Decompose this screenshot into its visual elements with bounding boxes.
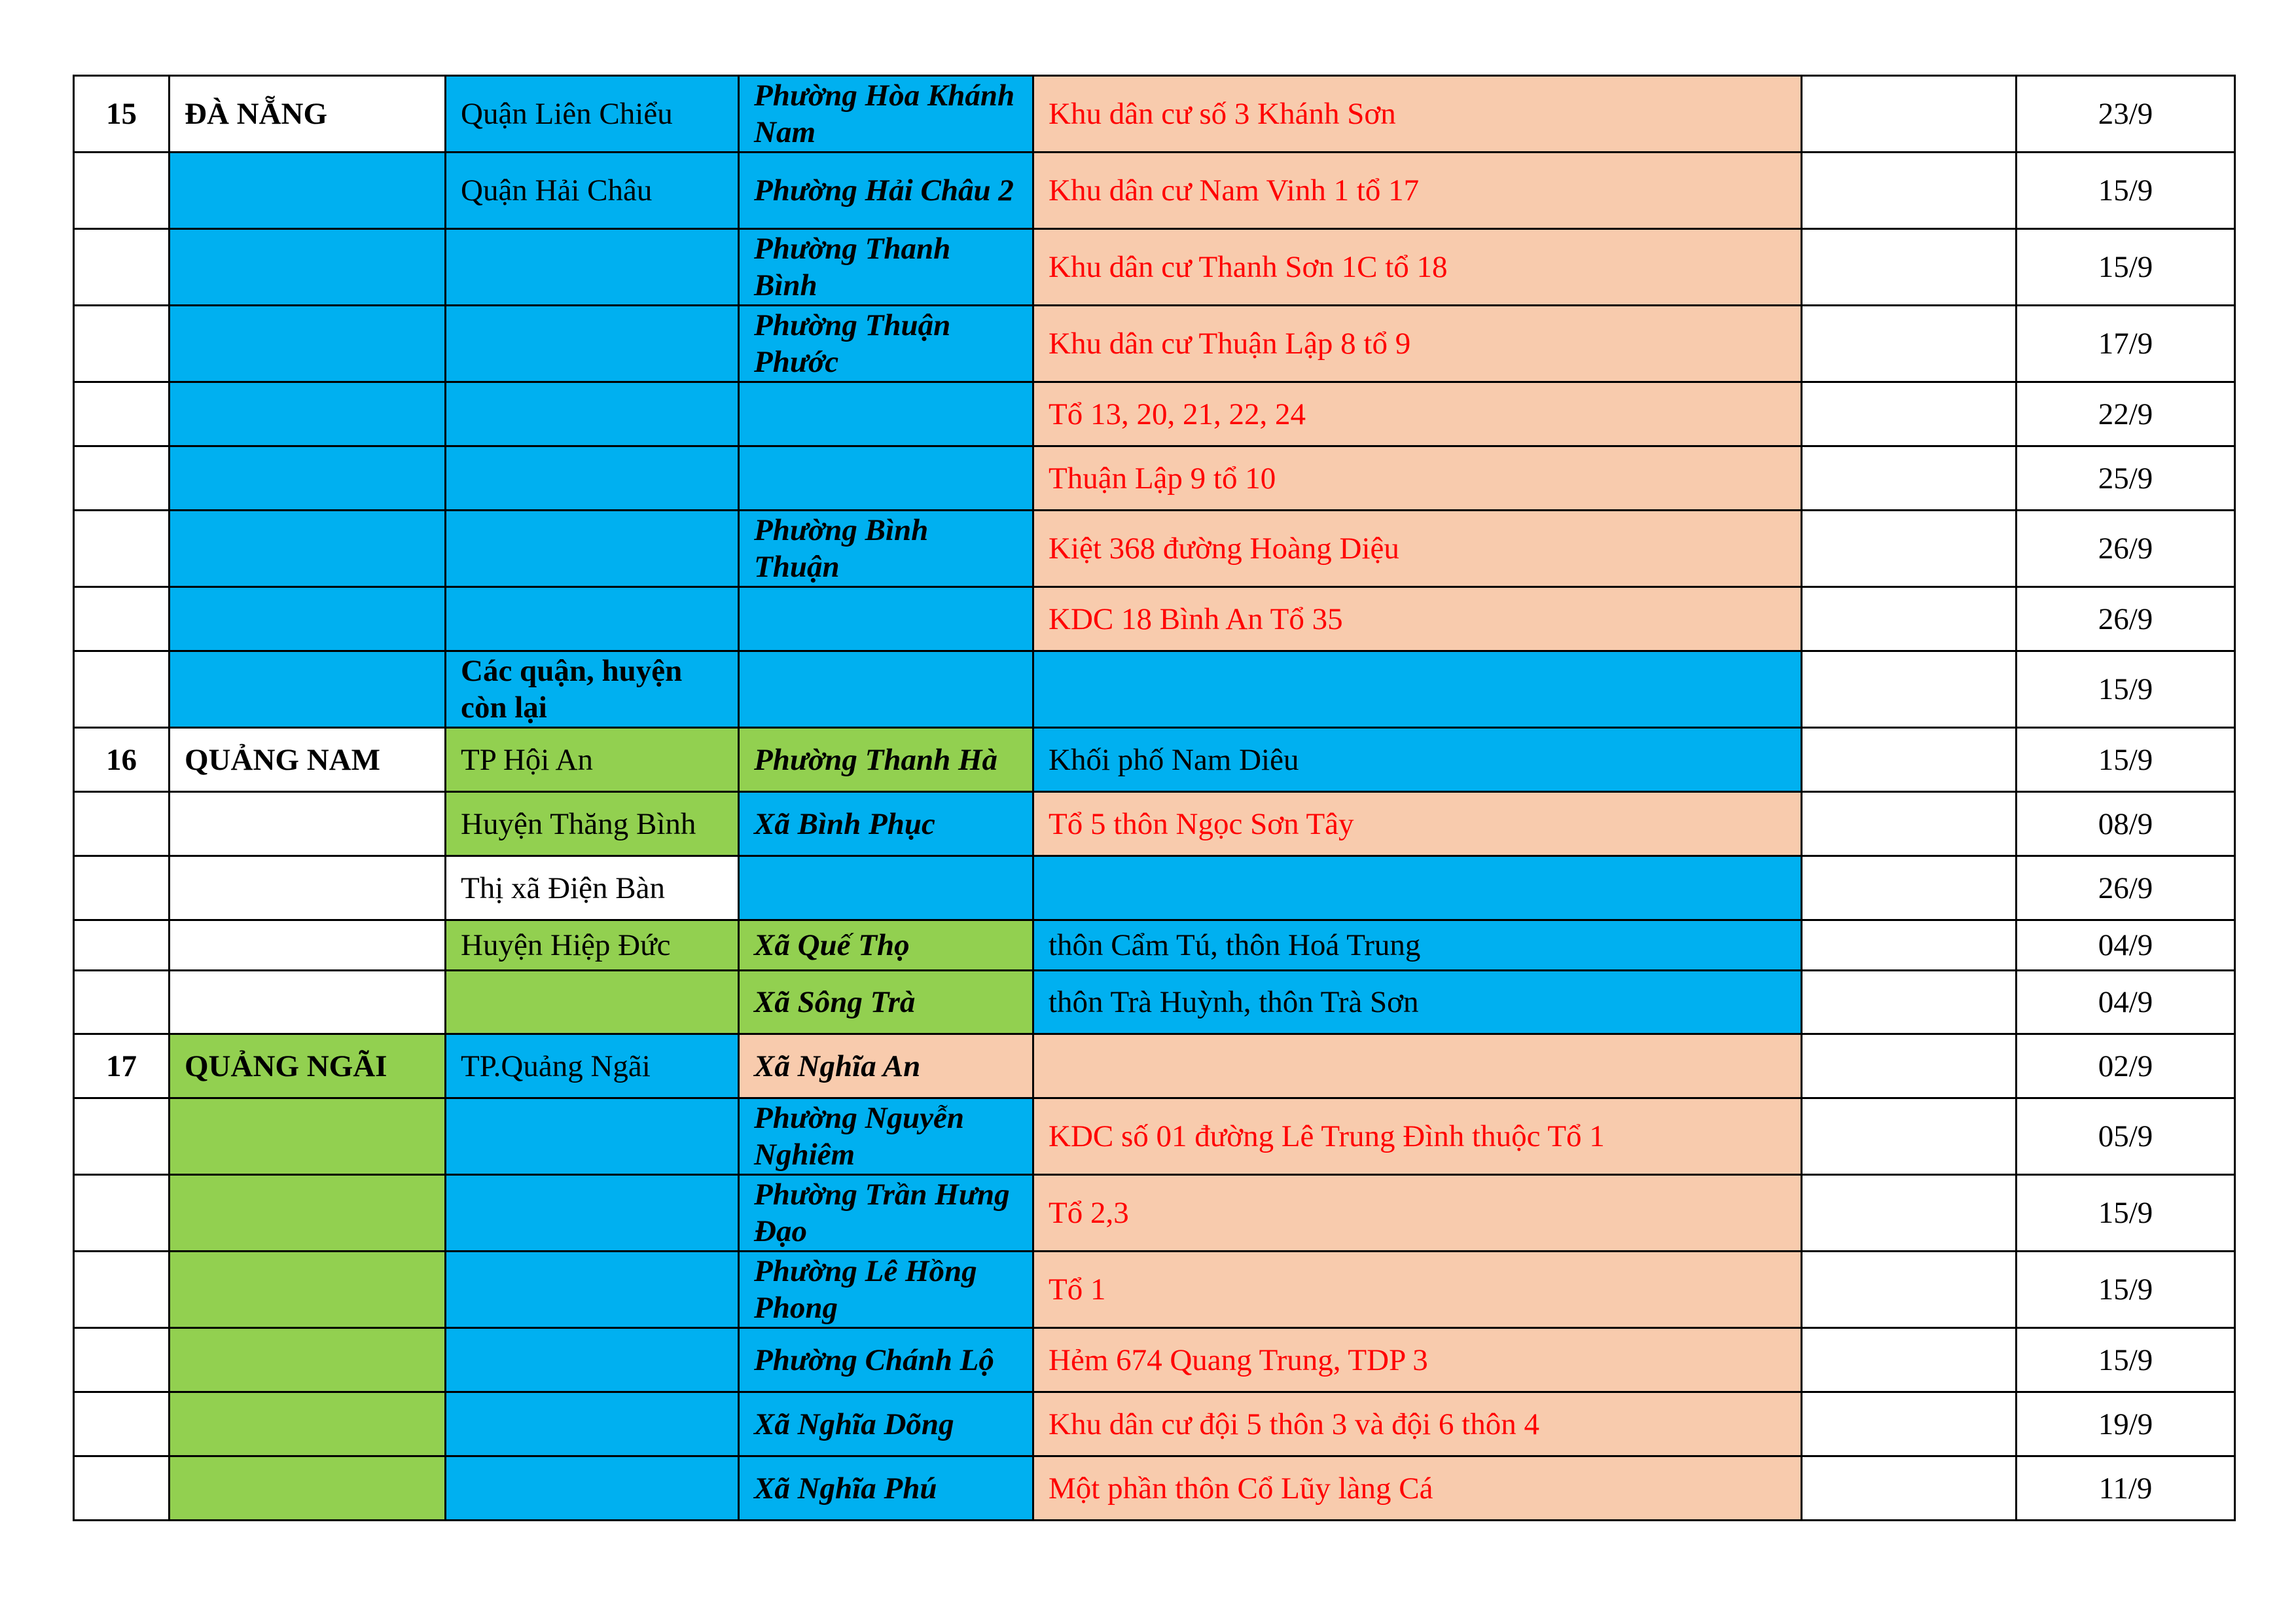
province-cell bbox=[170, 382, 446, 446]
date-cell: 15/9 bbox=[2017, 1252, 2235, 1328]
empty-cell bbox=[1802, 76, 2017, 153]
area-cell: KDC 18 Bình An Tổ 35 bbox=[1033, 587, 1802, 651]
ward-cell: Xã Nghĩa An bbox=[739, 1034, 1033, 1098]
ward-cell: Phường Thanh Bình bbox=[739, 229, 1033, 306]
province-cell bbox=[170, 1328, 446, 1392]
table-row bbox=[74, 792, 2235, 856]
area-table bbox=[73, 75, 2236, 1521]
table-row bbox=[74, 1034, 2235, 1098]
date-cell: 08/9 bbox=[2017, 792, 2235, 856]
district-cell: TP Hội An bbox=[446, 728, 739, 792]
area-cell: Khu dân cư đội 5 thôn 3 và đội 6 thôn 4 bbox=[1033, 1392, 1802, 1456]
ward-cell: Phường Chánh Lộ bbox=[739, 1328, 1033, 1392]
table-row bbox=[74, 229, 2235, 306]
province-cell bbox=[170, 971, 446, 1034]
province-cell bbox=[170, 792, 446, 856]
empty-cell bbox=[1802, 511, 2017, 587]
area-cell bbox=[1033, 651, 1802, 728]
district-cell bbox=[446, 229, 739, 306]
date-cell: 23/9 bbox=[2017, 76, 2235, 153]
table-row bbox=[74, 920, 2235, 971]
empty-cell bbox=[1802, 153, 2017, 229]
area-cell: KDC số 01 đường Lê Trung Đình thuộc Tổ 1 bbox=[1033, 1098, 1802, 1175]
province-cell: ĐÀ NẴNG bbox=[170, 76, 446, 153]
date-cell: 19/9 bbox=[2017, 1392, 2235, 1456]
table-row bbox=[74, 511, 2235, 587]
district-cell bbox=[446, 1328, 739, 1392]
area-cell: Tổ 13, 20, 21, 22, 24 bbox=[1033, 382, 1802, 446]
table-row bbox=[74, 971, 2235, 1034]
area-cell: Thuận Lập 9 tổ 10 bbox=[1033, 446, 1802, 511]
district-cell bbox=[446, 587, 739, 651]
area-cell: Hẻm 674 Quang Trung, TDP 3 bbox=[1033, 1328, 1802, 1392]
stt-cell: 15 bbox=[74, 76, 170, 153]
ward-cell: Xã Bình Phục bbox=[739, 792, 1033, 856]
date-cell: 15/9 bbox=[2017, 1328, 2235, 1392]
province-cell bbox=[170, 1098, 446, 1175]
province-cell bbox=[170, 153, 446, 229]
table-row bbox=[74, 651, 2235, 728]
stt-cell: 16 bbox=[74, 728, 170, 792]
date-cell: 02/9 bbox=[2017, 1034, 2235, 1098]
date-cell: 26/9 bbox=[2017, 856, 2235, 920]
stt-cell bbox=[74, 971, 170, 1034]
date-cell: 17/9 bbox=[2017, 306, 2235, 382]
table-row bbox=[74, 1175, 2235, 1252]
district-cell bbox=[446, 382, 739, 446]
province-cell bbox=[170, 1456, 446, 1521]
ward-cell: Phường Thanh Hà bbox=[739, 728, 1033, 792]
stt-cell bbox=[74, 920, 170, 971]
province-cell bbox=[170, 1175, 446, 1252]
table-row bbox=[74, 1252, 2235, 1328]
area-cell: thôn Cẩm Tú, thôn Hoá Trung bbox=[1033, 920, 1802, 971]
empty-cell bbox=[1802, 446, 2017, 511]
ward-cell bbox=[739, 587, 1033, 651]
date-cell: 25/9 bbox=[2017, 446, 2235, 511]
date-cell: 15/9 bbox=[2017, 651, 2235, 728]
date-cell: 15/9 bbox=[2017, 229, 2235, 306]
ward-cell bbox=[739, 382, 1033, 446]
date-cell: 05/9 bbox=[2017, 1098, 2235, 1175]
area-cell bbox=[1033, 1034, 1802, 1098]
district-cell: Huyện Hiệp Đức bbox=[446, 920, 739, 971]
empty-cell bbox=[1802, 1328, 2017, 1392]
district-cell: Quận Liên Chiểu bbox=[446, 76, 739, 153]
table-row bbox=[74, 1098, 2235, 1175]
province-cell bbox=[170, 446, 446, 511]
table-row bbox=[74, 446, 2235, 511]
date-cell: 15/9 bbox=[2017, 1175, 2235, 1252]
district-cell bbox=[446, 446, 739, 511]
table-row bbox=[74, 382, 2235, 446]
area-cell: Khu dân cư Thuận Lập 8 tổ 9 bbox=[1033, 306, 1802, 382]
stt-cell bbox=[74, 382, 170, 446]
empty-cell bbox=[1802, 792, 2017, 856]
table-body bbox=[74, 76, 2235, 1521]
ward-cell bbox=[739, 651, 1033, 728]
district-cell bbox=[446, 306, 739, 382]
stt-cell bbox=[74, 1456, 170, 1521]
stt-cell bbox=[74, 511, 170, 587]
area-cell: Kiệt 368 đường Hoàng Diệu bbox=[1033, 511, 1802, 587]
province-cell bbox=[170, 229, 446, 306]
stt-cell bbox=[74, 1098, 170, 1175]
area-cell: Tổ 5 thôn Ngọc Sơn Tây bbox=[1033, 792, 1802, 856]
table-row bbox=[74, 153, 2235, 229]
stt-cell bbox=[74, 306, 170, 382]
province-cell bbox=[170, 856, 446, 920]
empty-cell bbox=[1802, 229, 2017, 306]
empty-cell bbox=[1802, 1456, 2017, 1521]
district-cell: Thị xã Điện Bàn bbox=[446, 856, 739, 920]
ward-cell bbox=[739, 446, 1033, 511]
area-cell: Tổ 1 bbox=[1033, 1252, 1802, 1328]
empty-cell bbox=[1802, 1098, 2017, 1175]
table-row bbox=[74, 728, 2235, 792]
province-cell bbox=[170, 306, 446, 382]
province-cell bbox=[170, 920, 446, 971]
empty-cell bbox=[1802, 971, 2017, 1034]
stt-cell bbox=[74, 856, 170, 920]
ward-cell: Phường Trần Hưng Đạo bbox=[739, 1175, 1033, 1252]
ward-cell: Phường Thuận Phước bbox=[739, 306, 1033, 382]
table-row bbox=[74, 76, 2235, 153]
empty-cell bbox=[1802, 728, 2017, 792]
stt-cell bbox=[74, 229, 170, 306]
province-cell bbox=[170, 1252, 446, 1328]
empty-cell bbox=[1802, 920, 2017, 971]
ward-cell: Xã Nghĩa Dõng bbox=[739, 1392, 1033, 1456]
table-row bbox=[74, 587, 2235, 651]
empty-cell bbox=[1802, 651, 2017, 728]
ward-cell: Phường Bình Thuận bbox=[739, 511, 1033, 587]
district-cell: Huyện Thăng Bình bbox=[446, 792, 739, 856]
date-cell: 26/9 bbox=[2017, 511, 2235, 587]
empty-cell bbox=[1802, 587, 2017, 651]
ward-cell: Xã Nghĩa Phú bbox=[739, 1456, 1033, 1521]
date-cell: 15/9 bbox=[2017, 153, 2235, 229]
area-cell: Khu dân cư Nam Vinh 1 tổ 17 bbox=[1033, 153, 1802, 229]
stt-cell bbox=[74, 446, 170, 511]
province-cell bbox=[170, 651, 446, 728]
area-cell: Tổ 2,3 bbox=[1033, 1175, 1802, 1252]
table-row bbox=[74, 1456, 2235, 1521]
date-cell: 26/9 bbox=[2017, 587, 2235, 651]
district-cell bbox=[446, 1392, 739, 1456]
ward-cell bbox=[739, 856, 1033, 920]
stt-cell bbox=[74, 1328, 170, 1392]
stt-cell bbox=[74, 153, 170, 229]
province-cell bbox=[170, 1392, 446, 1456]
empty-cell bbox=[1802, 1392, 2017, 1456]
empty-cell bbox=[1802, 1175, 2017, 1252]
stt-cell bbox=[74, 1392, 170, 1456]
district-cell bbox=[446, 1175, 739, 1252]
stt-cell bbox=[74, 1252, 170, 1328]
table-row bbox=[74, 1392, 2235, 1456]
area-cell: Khu dân cư Thanh Sơn 1C tổ 18 bbox=[1033, 229, 1802, 306]
district-cell bbox=[446, 1456, 739, 1521]
district-cell bbox=[446, 1098, 739, 1175]
stt-cell bbox=[74, 651, 170, 728]
ward-cell: Phường Nguyễn Nghiêm bbox=[739, 1098, 1033, 1175]
ward-cell: Phường Lê Hồng Phong bbox=[739, 1252, 1033, 1328]
province-cell: QUẢNG NGÃI bbox=[170, 1034, 446, 1098]
stt-cell: 17 bbox=[74, 1034, 170, 1098]
empty-cell bbox=[1802, 306, 2017, 382]
ward-cell: Phường Hải Châu 2 bbox=[739, 153, 1033, 229]
district-cell bbox=[446, 1252, 739, 1328]
area-cell: Một phần thôn Cổ Lũy làng Cá bbox=[1033, 1456, 1802, 1521]
table-row bbox=[74, 1328, 2235, 1392]
district-cell: Quận Hải Châu bbox=[446, 153, 739, 229]
province-cell bbox=[170, 587, 446, 651]
date-cell: 04/9 bbox=[2017, 971, 2235, 1034]
area-cell: Khu dân cư số 3 Khánh Sơn bbox=[1033, 76, 1802, 153]
empty-cell bbox=[1802, 856, 2017, 920]
ward-cell: Xã Sông Trà bbox=[739, 971, 1033, 1034]
date-cell: 15/9 bbox=[2017, 728, 2235, 792]
district-cell bbox=[446, 971, 739, 1034]
date-cell: 04/9 bbox=[2017, 920, 2235, 971]
stt-cell bbox=[74, 1175, 170, 1252]
date-cell: 11/9 bbox=[2017, 1456, 2235, 1521]
empty-cell bbox=[1802, 1252, 2017, 1328]
stt-cell bbox=[74, 792, 170, 856]
table-row bbox=[74, 856, 2235, 920]
area-cell bbox=[1033, 856, 1802, 920]
date-cell: 22/9 bbox=[2017, 382, 2235, 446]
stt-cell bbox=[74, 587, 170, 651]
province-cell: QUẢNG NAM bbox=[170, 728, 446, 792]
empty-cell bbox=[1802, 1034, 2017, 1098]
area-cell: Khối phố Nam Diêu bbox=[1033, 728, 1802, 792]
district-cell: TP.Quảng Ngãi bbox=[446, 1034, 739, 1098]
ward-cell: Xã Quế Thọ bbox=[739, 920, 1033, 971]
district-cell bbox=[446, 511, 739, 587]
empty-cell bbox=[1802, 382, 2017, 446]
table-row bbox=[74, 306, 2235, 382]
province-cell bbox=[170, 511, 446, 587]
ward-cell: Phường Hòa Khánh Nam bbox=[739, 76, 1033, 153]
district-cell: Các quận, huyện còn lại bbox=[446, 651, 739, 728]
area-cell: thôn Trà Huỳnh, thôn Trà Sơn bbox=[1033, 971, 1802, 1034]
